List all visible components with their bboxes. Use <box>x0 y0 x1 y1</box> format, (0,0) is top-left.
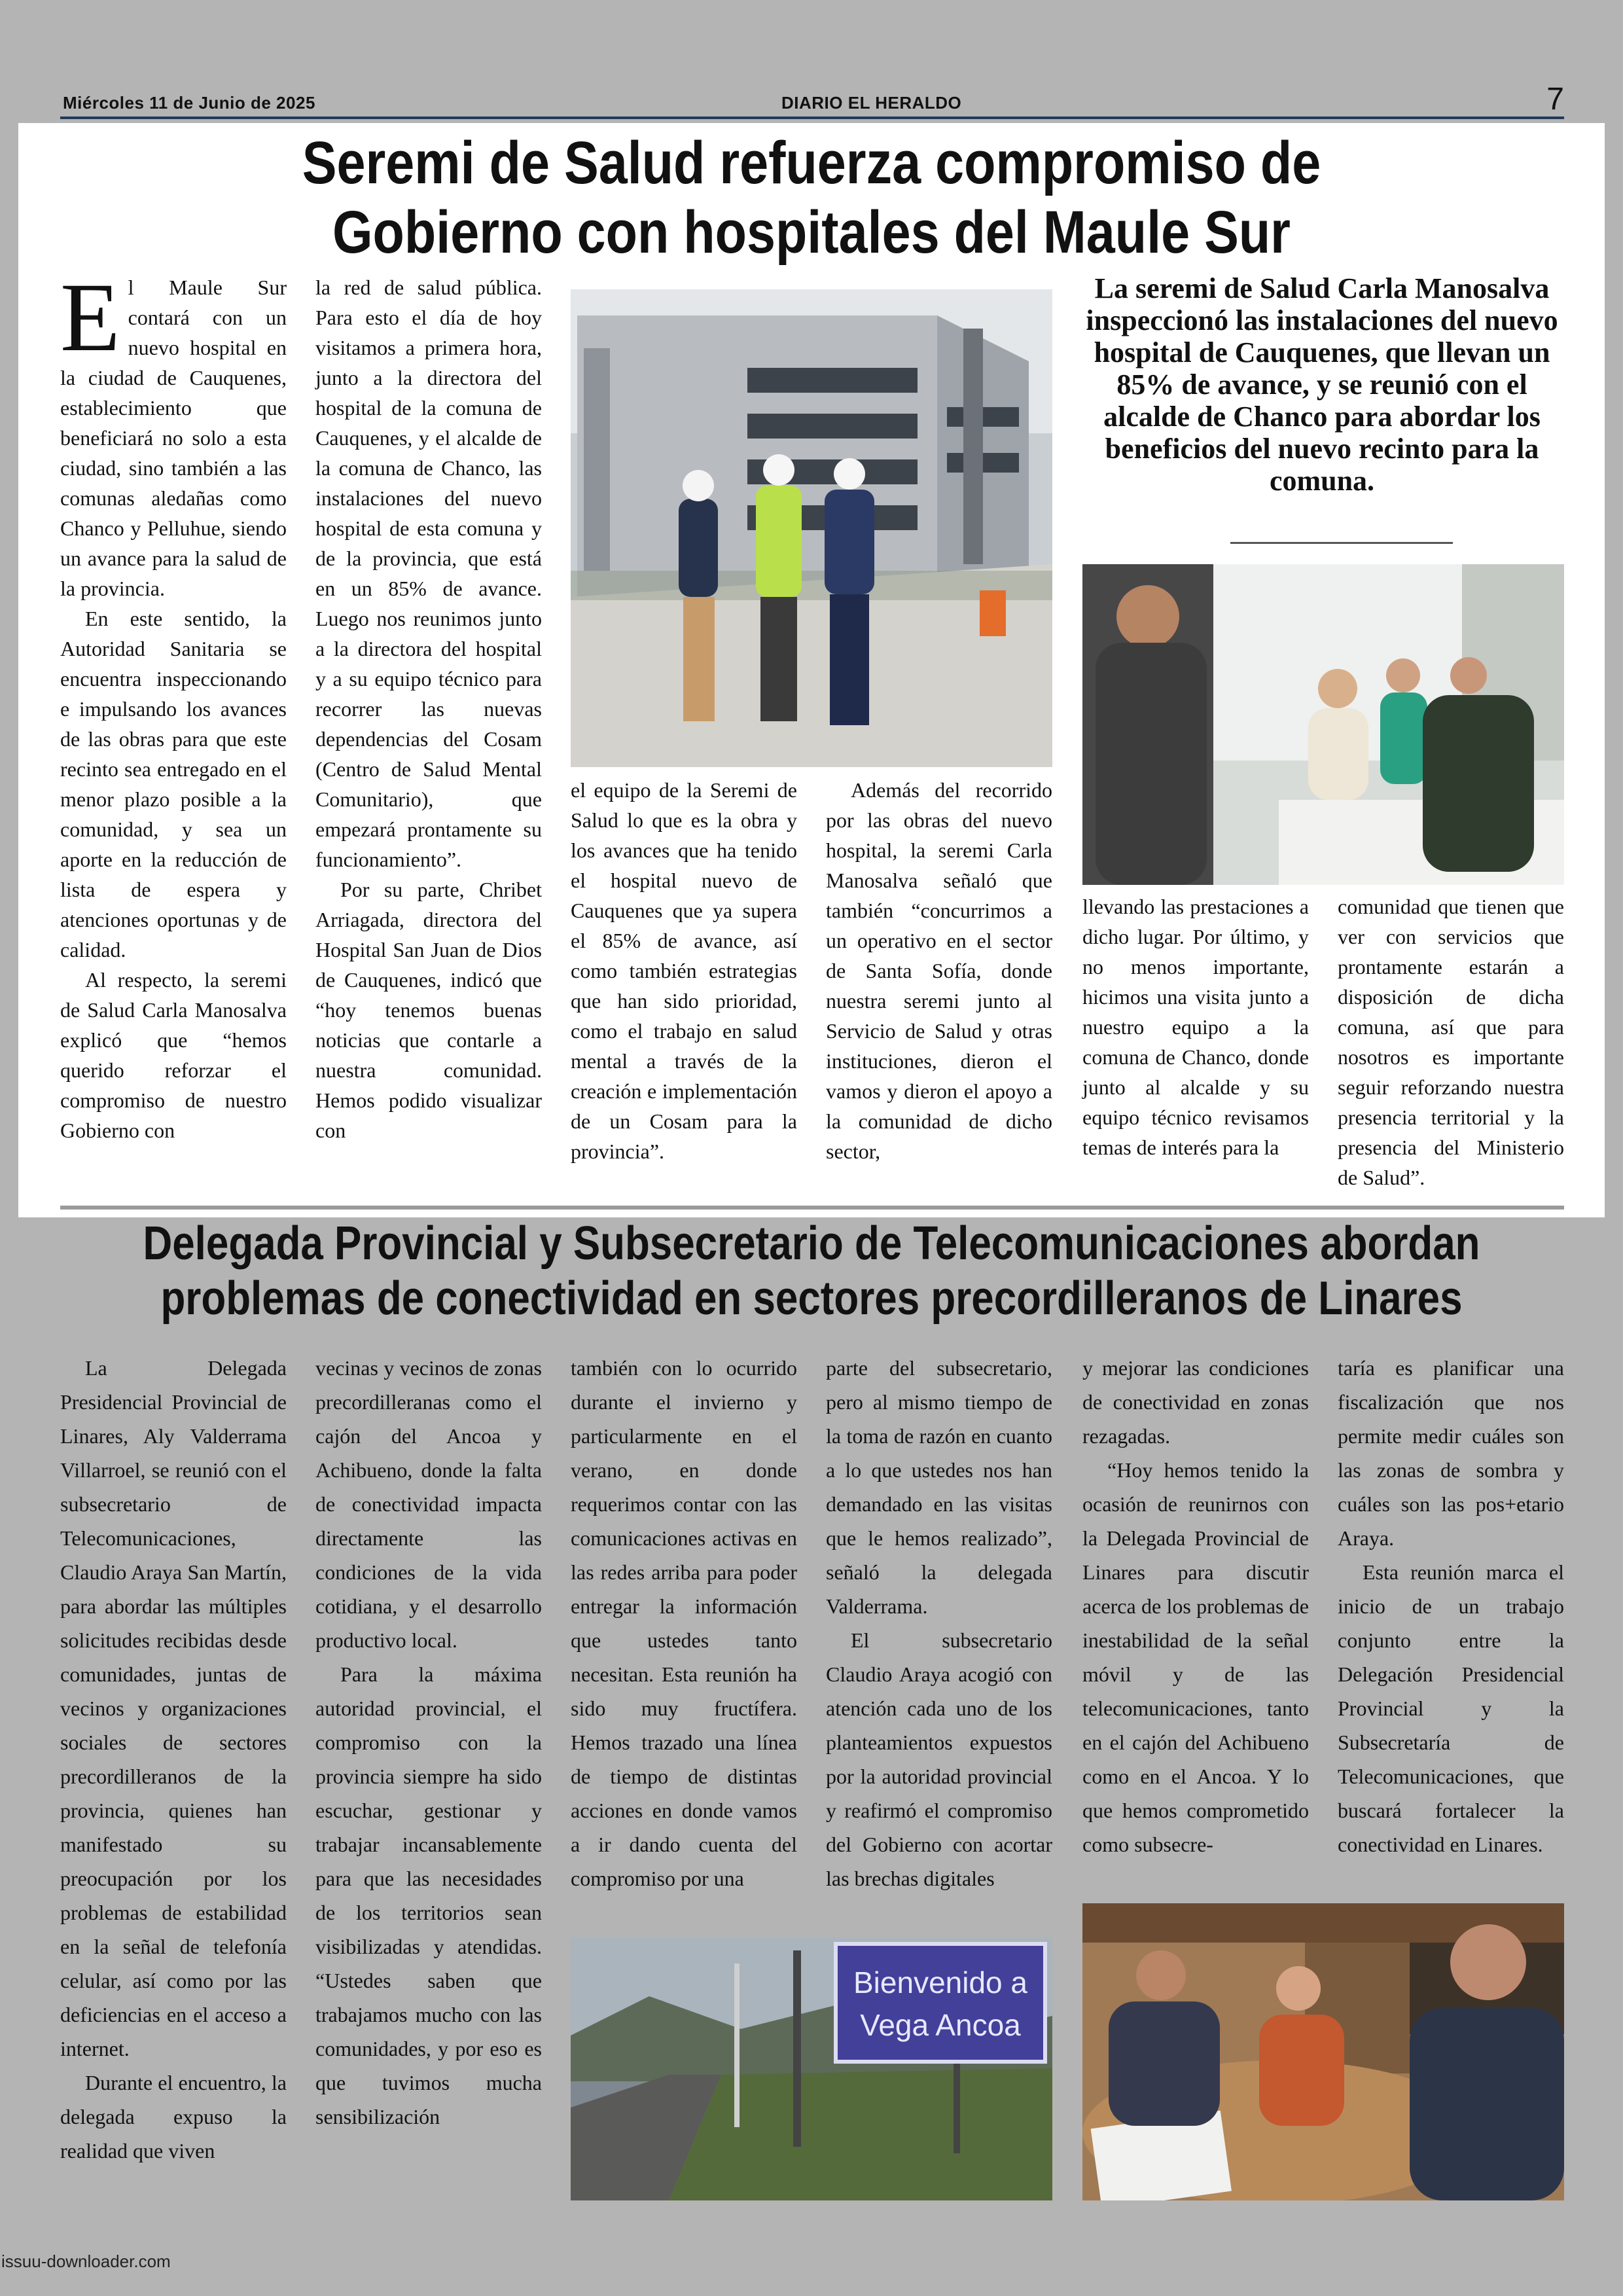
newspaper-name: DIARIO EL HERALDO <box>781 93 962 113</box>
article-1-headline <box>114 128 1510 267</box>
paragraph: “Hoy hemos tenido la ocasión de reunirnos con la Delegada Provincial de Linares para discutir acerca de los problemas de inestabilidad de la señal móvil y de las telecomunicaciones, tanto en el cajón del Achibueno como en el Ancoa. Y lo que hemos comprometido como subsecre- <box>1082 1458 1309 1856</box>
section-separator <box>60 1206 1564 1210</box>
paragraph: taría es planificar una fiscalización que nos permite medir cuáles son las zonas de sombra y cuáles son las pos+etario Araya. <box>1338 1356 1564 1550</box>
header-rule <box>60 117 1564 119</box>
paragraph: En este sentido, la Autoridad Sanitaria se encuentra inspeccionando e impulsando los avances de las obras para que este recinto sea entregado en el menor plazo posible a la comunidad, y sea un aporte en la reducción de lista de espera y atenciones oportunas y de calidad. <box>60 607 287 961</box>
article-2-column-3 <box>571 1351 797 1895</box>
paragraph: La Delegada Presidencial Provincial de Linares, Aly Valderrama Villarroel, se reunió con el subsecretario de Telecomunicaciones, Claudio Araya San Martín, para abordar las múltiples solicitudes recibidas desde comunidades, juntas de vecinos y organizaciones sociales de sectores precordilleranos de la provincia, quienes han manifestado su preocupación por los problemas de estabilidad en la señal de telefonía celular, así como por las deficiencias en el acceso a internet. <box>60 1356 287 2060</box>
article-2-column-1 <box>60 1351 287 2168</box>
page-number: 7 <box>1546 82 1564 117</box>
deck-rule <box>1230 542 1453 544</box>
article-2-column-2 <box>315 1351 542 2134</box>
paragraph: Esta reunión marca el inicio de un trabajo conjunto entre la Delegación Presidencial Provincial y la Subsecretaría de Telecomunicaciones, que buscará fortalecer la conectividad en Linares. <box>1338 1560 1564 1856</box>
issue-date: Miércoles 11 de Junio de 2025 <box>63 93 315 113</box>
article-2-column-4 <box>826 1351 1052 1895</box>
article-1-column-4 <box>826 775 1052 1166</box>
article-1-headline-line-2: Gobierno con hospitales del Maule Sur <box>332 199 1291 266</box>
paragraph: el equipo de la Seremi de Salud lo que es la obra y los avances que ha tenido el hospital nuevo de Cauquenes que ya supera el 85% de avance, así como también estrategias que han sido prioridad, como el trabajo en salud mental a través de la creación e implementación de un Cosam para la provincia”. <box>571 778 797 1163</box>
paragraph: Además del recorrido por las obras del nuevo hospital, la seremi Carla Manosalva señaló que también “concurrimos a un operativo en el sector de Santa Sofía, donde nuestra seremi junto al Servicio de Salud y otras instituciones, dieron el vamos y dieron el apoyo a la comunidad de dicho sector, <box>826 778 1052 1163</box>
article-1-column-2 <box>315 272 542 1145</box>
hospital-visit-photo <box>571 289 1052 767</box>
paragraph: Por su parte, Chribet Arriagada, directora del Hospital San Juan de Dios de Cauquenes, indicó que “hoy tenemos buenas noticias que contarle a nuestra comunidad. Hemos podido visualizar con <box>315 878 542 1142</box>
article-1-deck: La seremi de Salud Carla Manosalva inspeccionó las instalaciones del nuevo hospital de Cauquenes, que llevan un 85% de avance, y se reunió con el alcalde de Chanco para abordar los beneficios del nuevo recinto para la comuna. <box>1086 272 1558 497</box>
article-1-column-5 <box>1082 891 1309 1162</box>
chanco-meeting-photo <box>1082 564 1564 885</box>
article-2-column-6 <box>1338 1351 1564 1861</box>
watermark-text: issuu-downloader.com <box>1 2251 171 2271</box>
paragraph: la red de salud pública. Para esto el día de hoy visitamos a primera hora, junto a la directora del hospital de la comuna de Cauquenes, y el alcalde de la comuna de Chanco, las instalaciones del nuevo hospital de esta comuna y de la provincia, que está en un 85% de avance. Luego nos reunimos junto a la directora del hospital y a su equipo técnico para recorrer las nuevas dependencias del Cosam (Centro de Salud Mental Comunitario), que empezará prontamente su funcionamiento”. <box>315 276 542 871</box>
telecom-meeting-photo <box>1082 1903 1564 2200</box>
paragraph: Durante el encuentro, la delegada expuso la realidad que viven <box>60 2071 287 2162</box>
vega-ancoa-sign-photo <box>571 1937 1052 2200</box>
paragraph <box>60 263 287 603</box>
paragraph: llevando las prestaciones a dicho lugar. Por último, y no menos importante, hicimos una visita junto a nuestro equipo a la comuna de Chanco, donde junto al alcalde y su equipo técnico revisamos temas de interés para la <box>1082 895 1309 1159</box>
paragraph: Para la máxima autoridad provincial, el compromiso con la provincia siempre ha sido escuchar, gestionar y trabajar incansablemente para que las necesidades de los territorios sean visibilizadas y atendidas. “Ustedes saben que trabajamos mucho con las comunidades, y por eso es que tuvimos mucha sensibilización <box>315 1662 542 2128</box>
paragraph: Al respecto, la seremi de Salud Carla Manosalva explicó que “hemos querido reforzar el compromiso de nuestro Gobierno con <box>60 968 287 1142</box>
paragraph: parte del subsecretario, pero al mismo tiempo de la toma de razón en cuanto a lo que ustedes nos han demandado en las visitas que le hemos realizado”, señaló la delegada Valderrama. <box>826 1356 1052 1618</box>
drop-cap: E <box>60 263 120 372</box>
paragraph: vecinas y vecinos de zonas precordilleranas como el cajón del Ancoa y Achibueno, donde la falta de conectividad impacta directamente las condiciones de la vida cotidiana, y el desarrollo productivo local. <box>315 1356 542 1652</box>
paragraph: El subsecretario Claudio Araya acogió con atención cada uno de los planteamientos expuestos por la autoridad provincial y reafirmó el compromiso del Gobierno con acortar las brechas digitales <box>826 1628 1052 1890</box>
article-1-column-3 <box>571 775 797 1166</box>
paragraph: también con lo ocurrido durante el invierno y particularmente en el verano, en donde requerimos contar con las comunicaciones activas en las redes arriba para poder entregar la información que ustedes tanto necesitan. Esta reunión ha sido muy fructífera. Hemos trazado una línea de tiempo de distintas acciones en donde vamos a ir dando cuenta del compromiso por una <box>571 1356 797 1890</box>
sign-text-line-2: Vega Ancoa <box>860 2008 1021 2042</box>
article-2-headline-line-1: Delegada Provincial y Subsecretario de Telecomunicaciones abordan <box>143 1217 1480 1270</box>
article-2-column-5 <box>1082 1351 1309 1861</box>
paragraph: y mejorar las condiciones de conectividad en zonas rezagadas. <box>1082 1356 1309 1448</box>
article-2-headline <box>114 1216 1510 1326</box>
article-1-headline-line-1: Seremi de Salud refuerza compromiso de <box>302 130 1321 196</box>
sign-text-line-1: Bienvenido a <box>853 1965 1027 2000</box>
article-1-column-6 <box>1338 891 1564 1193</box>
paragraph-text: l Maule Sur contará con un nuevo hospital en la ciudad de Cauquenes, establecimiento que beneficiará no solo a esta ciudad, sino también a las comunas aledañas como Chanco y Pelluhue, siendo un avance para la salud de la provincia. <box>60 276 287 600</box>
paragraph: comunidad que tienen que ver con servicios que prontamente estarán a disposición de dicha comuna, así que para nosotros es importante seguir reforzando nuestra presencia territorial y la presencia del Ministerio de Salud”. <box>1338 895 1564 1189</box>
article-1-column-1 <box>60 263 287 1145</box>
article-2-headline-line-2: problemas de conectividad en sectores precordilleranos de Linares <box>160 1272 1463 1325</box>
